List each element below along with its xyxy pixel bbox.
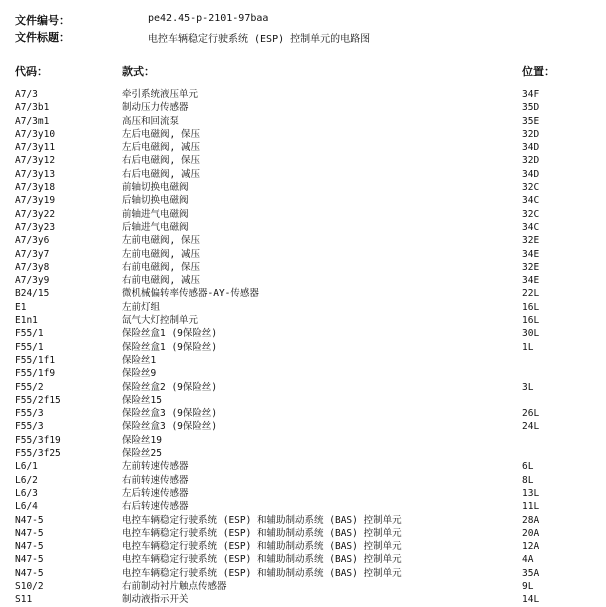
row-code: A7/3y11 (15, 142, 56, 154)
row-position: 35D (522, 102, 540, 114)
row-position: 12A (522, 541, 540, 553)
table-row (0, 101, 606, 114)
row-name: 电控车辆稳定行驶系统 (ESP) 和辅助制动系统 (BAS) 控制单元 (122, 554, 402, 566)
row-code: F55/3 (15, 408, 44, 420)
row-name: 保险丝盒3 (9保险丝) (122, 408, 218, 420)
row-name: 保险丝盒1 (9保险丝) (122, 328, 218, 340)
row-code: E1 (15, 301, 27, 313)
table-row (0, 287, 606, 300)
table-row (0, 367, 606, 380)
table-row (0, 234, 606, 247)
row-name: 右前电磁阀, 减压 (122, 275, 200, 287)
row-position: 13L (522, 487, 540, 499)
row-name: 左前转速传感器 (122, 461, 189, 473)
doc-number-value: pe42.45-p-2101-97baa (148, 13, 269, 24)
row-code: N47-5 (15, 554, 44, 566)
row-name: 前轴切换电磁阀 (122, 182, 189, 194)
row-code: A7/3y9 (15, 275, 50, 287)
row-position: 22L (522, 288, 540, 300)
table-row (0, 580, 606, 593)
row-name: 右后电磁阀, 保压 (122, 155, 200, 167)
table-row (0, 540, 606, 553)
table-row (0, 141, 606, 154)
row-code: F55/1f1 (15, 354, 56, 366)
row-code: A7/3y7 (15, 248, 50, 260)
row-position: 26L (522, 408, 540, 420)
row-position: 4A (522, 554, 534, 566)
row-position: 6L (522, 461, 534, 473)
row-name: 左前电磁阀, 保压 (122, 235, 200, 247)
row-code: A7/3y6 (15, 235, 50, 247)
row-position: 32C (522, 182, 540, 194)
row-position: 32D (522, 155, 540, 167)
doc-title-value: 电控车辆稳定行驶系统 (ESP) 控制单元的电路图 (148, 34, 371, 45)
row-code: A7/3y23 (15, 221, 56, 233)
row-position: 16L (522, 315, 540, 327)
row-code: L6/4 (15, 501, 38, 513)
row-name: 牵引系统液压单元 (122, 89, 199, 100)
row-position: 3L (522, 381, 534, 393)
row-name: 保险丝19 (122, 434, 162, 446)
row-code: A7/3y18 (15, 182, 56, 194)
row-code: N47-5 (15, 514, 44, 526)
row-code: F55/2 (15, 381, 44, 393)
row-code: L6/2 (15, 474, 38, 486)
row-code: N47-5 (15, 527, 44, 539)
row-code: F55/1 (15, 328, 44, 340)
table-row (0, 527, 606, 540)
row-name: 保险丝盒3 (9保险丝) (122, 421, 218, 433)
row-code: A7/3y12 (15, 155, 56, 167)
row-position: 1L (522, 341, 534, 353)
table-row (0, 221, 606, 234)
row-name: 制动液指示开关 (122, 594, 189, 606)
row-name: 右前制动衬片触点传感器 (122, 580, 227, 592)
row-position: 34F (522, 89, 540, 100)
row-position: 11L (522, 501, 540, 513)
row-code: A7/3 (15, 89, 38, 100)
row-code: E1n1 (15, 315, 38, 327)
row-name: 后轴进气电磁阀 (122, 221, 189, 233)
doc-title-label: 文件标题： (15, 31, 70, 44)
table-row (0, 447, 606, 460)
table-row (0, 514, 606, 527)
row-position: 30L (522, 328, 540, 340)
row-name: 前轴进气电磁阀 (122, 208, 189, 220)
row-name: 后轴切换电磁阀 (122, 195, 189, 207)
table-row (0, 181, 606, 194)
row-position: 8L (522, 474, 534, 486)
row-code: N47-5 (15, 567, 44, 579)
row-name: 保险丝盒1 (9保险丝) (122, 341, 218, 353)
row-name: 电控车辆稳定行驶系统 (ESP) 和辅助制动系统 (BAS) 控制单元 (122, 514, 402, 526)
table-row (0, 381, 606, 394)
column-header-name: 款式： (122, 65, 155, 78)
row-position: 34D (522, 168, 540, 180)
row-code: F55/3f25 (15, 448, 61, 460)
row-code: F55/2f15 (15, 394, 61, 406)
row-code: F55/1 (15, 341, 44, 353)
parts-list (0, 88, 606, 607)
table-row (0, 341, 606, 354)
row-name: 保险丝盒2 (9保险丝) (122, 381, 218, 393)
table-row (0, 168, 606, 181)
row-position: 34D (522, 142, 540, 154)
row-position: 34C (522, 221, 540, 233)
row-code: A7/3b1 (15, 102, 50, 114)
table-row (0, 407, 606, 420)
row-position: 24L (522, 421, 540, 433)
column-header-position: 位置： (522, 65, 555, 78)
table-row (0, 553, 606, 566)
row-name: 电控车辆稳定行驶系统 (ESP) 和辅助制动系统 (BAS) 控制单元 (122, 527, 402, 539)
row-code: A7/3y8 (15, 261, 50, 273)
table-row (0, 128, 606, 141)
row-code: F55/1f9 (15, 368, 56, 380)
table-row (0, 460, 606, 473)
row-position: 20A (522, 527, 540, 539)
row-code: A7/3y10 (15, 128, 56, 140)
row-name: 左后电磁阀, 减压 (122, 142, 200, 154)
row-position: 32E (522, 261, 540, 273)
row-code: S11 (15, 594, 33, 606)
row-code: F55/3f19 (15, 434, 61, 446)
row-name: 电控车辆稳定行驶系统 (ESP) 和辅助制动系统 (BAS) 控制单元 (122, 567, 402, 579)
table-row (0, 274, 606, 287)
row-position: 14L (522, 594, 540, 606)
table-row (0, 248, 606, 261)
row-position: 34C (522, 195, 540, 207)
row-name: 左前灯组 (122, 301, 161, 313)
row-name: 右后电磁阀, 减压 (122, 168, 200, 180)
table-row (0, 593, 606, 606)
row-name: 保险丝9 (122, 368, 157, 380)
row-code: N47-5 (15, 541, 44, 553)
row-name: 左前电磁阀, 减压 (122, 248, 200, 260)
table-row (0, 314, 606, 327)
table-row (0, 115, 606, 128)
column-header-code: 代码： (15, 65, 48, 78)
row-name: 微机械偏转率传感器-AY-传感器 (122, 288, 259, 300)
row-name: 保险丝25 (122, 448, 162, 460)
row-code: L6/1 (15, 461, 38, 473)
table-row (0, 354, 606, 367)
row-position: 34E (522, 275, 540, 287)
row-position: 28A (522, 514, 540, 526)
table-row (0, 434, 606, 447)
table-row (0, 394, 606, 407)
table-row (0, 474, 606, 487)
row-position: 32D (522, 128, 540, 140)
row-position: 32C (522, 208, 540, 220)
row-code: A7/3y13 (15, 168, 56, 180)
row-name: 右前电磁阀, 保压 (122, 261, 200, 273)
row-position: 34E (522, 248, 540, 260)
row-position: 16L (522, 301, 540, 313)
row-name: 右后转速传感器 (122, 501, 189, 513)
table-row (0, 327, 606, 340)
row-name: 保险丝1 (122, 354, 157, 366)
table-row (0, 154, 606, 167)
table-row (0, 567, 606, 580)
row-position: 35A (522, 567, 540, 579)
table-row (0, 487, 606, 500)
row-code: A7/3y22 (15, 208, 56, 220)
row-name: 保险丝15 (122, 394, 162, 406)
row-name: 氙气大灯控制单元 (122, 315, 199, 327)
row-code: L6/3 (15, 487, 38, 499)
row-name: 左后转速传感器 (122, 487, 189, 499)
row-name: 左后电磁阀, 保压 (122, 128, 200, 140)
row-name: 电控车辆稳定行驶系统 (ESP) 和辅助制动系统 (BAS) 控制单元 (122, 541, 402, 553)
row-name: 高压和回流泵 (122, 115, 180, 127)
row-code: A7/3m1 (15, 115, 50, 127)
table-row (0, 208, 606, 221)
row-code: B24/15 (15, 288, 50, 300)
row-name: 制动压力传感器 (122, 102, 189, 114)
table-row (0, 420, 606, 433)
row-code: F55/3 (15, 421, 44, 433)
row-position: 35E (522, 115, 540, 127)
row-name: 右前转速传感器 (122, 474, 189, 486)
row-code: S10/2 (15, 580, 44, 592)
table-row (0, 500, 606, 513)
table-row (0, 301, 606, 314)
row-code: A7/3y19 (15, 195, 56, 207)
table-row (0, 88, 606, 101)
row-position: 9L (522, 580, 534, 592)
row-position: 32E (522, 235, 540, 247)
table-row (0, 194, 606, 207)
table-row (0, 261, 606, 274)
doc-number-label: 文件编号： (15, 14, 70, 27)
